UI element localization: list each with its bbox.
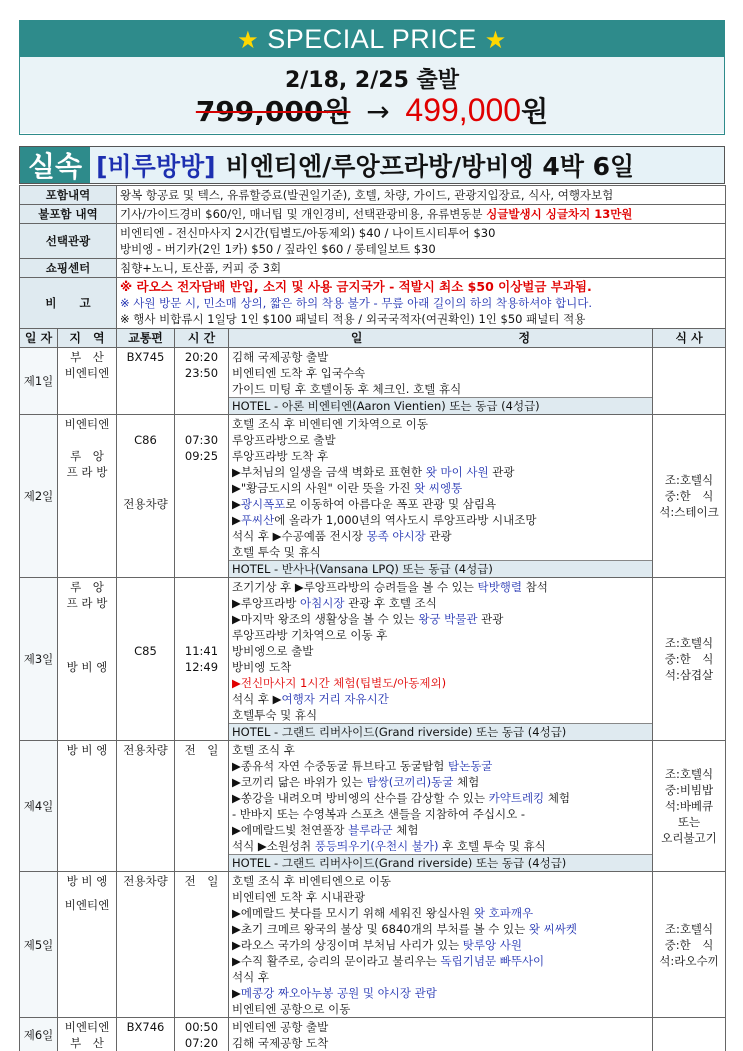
schedule-cell [229, 872, 653, 1018]
time-value: 20:20 [184, 350, 219, 364]
region-name: 비엔티엔 [64, 417, 110, 431]
sight-name: 풍등띄우기(우천시 불가) [314, 839, 439, 853]
region-cell [58, 1018, 117, 1051]
region-cell [58, 348, 117, 415]
schedule-text: 조기기상 후 ▶루앙프라방의 승려들을 볼 수 있는 [232, 580, 478, 594]
includes-label: 포함내역 [20, 186, 117, 205]
schedule-text: 체험 [392, 823, 419, 837]
time-value: 11:41 [184, 644, 219, 658]
meal-cell [653, 348, 726, 415]
schedule-text: ▶부처님의 일생을 금색 벽화로 표현한 [232, 465, 426, 479]
col-transport: 교통편 [117, 329, 175, 348]
remark-line: ※ 라오스 전자담배 반입, 소지 및 사용 금지국가 - 적발시 최소 $50 이상벌금 부과됨. [120, 279, 592, 294]
day-row [20, 348, 726, 415]
special-price-title: SPECIAL PRICE [267, 24, 477, 54]
schedule-line [232, 905, 649, 921]
meal-line: 조:호텔식 [664, 473, 714, 487]
time-cell [175, 348, 229, 415]
schedule-text: 참석 [521, 580, 548, 594]
schedule-line: 방비엥으로 출발 [232, 644, 314, 658]
region-name: 방 비 엥 [66, 660, 108, 674]
schedule-line: 방비엥 도착 [232, 660, 292, 674]
sight-name: 여행자 거리 자유시간 [281, 692, 389, 706]
schedule-cell [229, 1018, 653, 1051]
schedule-line [232, 464, 649, 480]
excludes-row [20, 205, 726, 224]
schedule-text: ▶쏭강을 내려오며 방비엥의 산수를 감상할 수 있는 [232, 791, 489, 805]
time-value: 12:49 [184, 660, 219, 674]
special-price-header [20, 21, 724, 57]
transport-cell [117, 415, 175, 578]
meal-cell [653, 415, 726, 578]
schedule-line: ▶전신마사지 1시간 체험(팁별도/아동제외) [232, 676, 447, 690]
schedule-text: 관광 [425, 529, 452, 543]
schedule-line [232, 595, 649, 611]
schedule-line [232, 822, 649, 838]
schedule-line [232, 758, 649, 774]
sight-name: 탐쌍(코끼리)동굴 [366, 775, 454, 789]
schedule-text: ▶ [232, 497, 241, 511]
column-header-row [20, 329, 726, 348]
meal-cell [653, 872, 726, 1018]
schedule-line: - 반바지 또는 수영복과 스포츠 샌들을 지참하여 주십시오 - [232, 807, 526, 821]
sight-name: 탁밧행렬 [477, 580, 522, 594]
schedule-cell [229, 741, 653, 872]
col-meal: 식 사 [653, 329, 726, 348]
schedule-line [232, 528, 649, 544]
region-name: 비엔티엔 [64, 898, 110, 912]
sight-name: 광시폭포 [240, 497, 286, 511]
meal-line: 오리불고기 [661, 831, 717, 845]
region-cell [58, 578, 117, 741]
region-name: 루 앙 [70, 449, 104, 463]
sight-name: 푸씨산 [240, 513, 275, 527]
day-row [20, 578, 726, 741]
region-cell [58, 872, 117, 1018]
schedule-line: 김해 국제공항 도착 [232, 1036, 329, 1050]
excludes-text: 기사/가이드경비 $60/인, 매너팁 및 개인경비, 선택관광비용, 유류변동분 [120, 207, 487, 221]
schedule-text: 후 호텔 투숙 및 휴식 [438, 839, 546, 853]
schedule-line [232, 953, 649, 969]
region-cell [58, 415, 117, 578]
schedule-text: ▶마지막 왕조의 생활상을 볼 수 있는 [232, 612, 419, 626]
region-name: 방 비 엥 [66, 874, 108, 888]
schedule-line [232, 579, 649, 595]
schedule-text: 관광 [477, 612, 504, 626]
remark-line: ※ 사원 방문 시, 민소매 상의, 짧은 하의 착용 불가 - 무릎 아래 길이의 하의 착용하셔야 합니다. [120, 296, 593, 310]
transport-value: C85 [134, 644, 157, 658]
day-row [20, 415, 726, 578]
sight-name: 왓 마이 사원 [425, 465, 489, 479]
schedule-text: ▶루앙프라방 [232, 596, 301, 610]
schedule-text: 관광 후 호텔 조식 [344, 596, 437, 610]
transport-cell: BX746 [117, 1018, 175, 1051]
col-day: 일 자 [20, 329, 58, 348]
price-line [20, 93, 724, 129]
schedule-line: 호텔투숙 및 휴식 [232, 708, 318, 722]
schedule-text: ▶코끼리 닮은 바위가 있는 [232, 775, 367, 789]
schedule-text: 체험 [544, 791, 571, 805]
hotel-line: HOTEL - 반사나(Vansana LPQ) 또는 동급 (4성급) [229, 560, 652, 577]
transport-cell: BX745 [117, 348, 175, 415]
remarks-row [20, 278, 726, 329]
remarks-value [117, 278, 726, 329]
region-name: 비엔티엔 [64, 366, 110, 380]
day-label: 제2일 [20, 415, 58, 578]
col-time: 시 간 [175, 329, 229, 348]
optional-tour-row [20, 224, 726, 259]
schedule-text: 체험 [453, 775, 480, 789]
star-icon: ★ [484, 27, 507, 54]
schedule-text: ▶종유석 자연 수중동굴 튜브타고 동굴탐험 [232, 759, 448, 773]
schedule-text: 석식 후 ▶ [232, 692, 282, 706]
schedule-cell [229, 348, 653, 415]
schedule-line [232, 496, 649, 512]
schedule-text: ▶"황금도시의 사원" 이란 뜻을 가진 [232, 481, 415, 495]
shopping-label: 쇼핑센터 [20, 259, 117, 278]
remarks-label: 비 고 [20, 278, 117, 329]
schedule-line [232, 985, 649, 1001]
schedule-line: 비엔티엔 공항으로 이동 [232, 1002, 351, 1016]
sight-name: 몽족 야시장 [366, 529, 426, 543]
day-row [20, 872, 726, 1018]
single-charge-note: 싱글발생시 싱글차지 13만원 [486, 207, 633, 221]
meal-line: 중:한 식 [664, 489, 714, 503]
product-tag: 실속 [20, 147, 90, 183]
schedule-cell [229, 415, 653, 578]
day-label: 제5일 [20, 872, 58, 1018]
sight-name: 왓 씨엥통 [414, 481, 463, 495]
schedule-text: ▶ [232, 513, 241, 527]
col-region: 지 역 [58, 329, 117, 348]
schedule-text: 석식 ▶소원성취 [232, 839, 315, 853]
schedule-text: 에 올라가 1,000년의 역사도시 루앙프라방 시내조망 [274, 513, 537, 527]
meal-line: 석:바베큐 [664, 799, 714, 813]
region-name: 프 라 방 [66, 465, 108, 479]
schedule-line: 루앙프라방 도착 후 [232, 449, 329, 463]
schedule-line: 가이드 미팅 후 호텔이동 후 체크인. 호텔 휴식 [232, 382, 462, 396]
time-value: 23:50 [184, 366, 219, 380]
sight-name: 왓 씨싸켓 [528, 922, 577, 936]
schedule-line: 호텔 투숙 및 휴식 [232, 545, 321, 559]
meal-cell [653, 741, 726, 872]
includes-row [20, 186, 726, 205]
shopping-row [20, 259, 726, 278]
schedule-text: ▶초기 크메르 왕국의 불상 및 6840개의 부처를 볼 수 있는 [232, 922, 529, 936]
schedule-line: 호텔 조식 후 [232, 743, 295, 757]
optional-line: 비엔티엔 - 전신마사지 2시간(팁별도/아동제외) $40 / 나이트시티투어 $30 [120, 226, 496, 240]
remark-line: ※ 행사 비합류시 1일당 1인 $100 패널티 적용 / 외국국적자(여권확인) 1인 $50 패널티 적용 [120, 312, 586, 326]
day-label: 제6일 [20, 1018, 58, 1051]
sight-name: 카약트레킹 [488, 791, 545, 805]
sight-name: 왕궁 박물관 [418, 612, 478, 626]
time-value: 07:20 [184, 1036, 219, 1050]
meal-line: 중:한 식 [664, 937, 714, 952]
hotel-line: HOTEL - 그랜드 리버사이드(Grand riverside) 또는 동급 (4성급) [229, 854, 652, 871]
schedule-line [232, 838, 649, 854]
schedule-text: 석식 후 ▶수공예품 전시장 [232, 529, 367, 543]
arrow-icon: → [366, 95, 390, 128]
day-label: 제4일 [20, 741, 58, 872]
schedule-line [232, 480, 649, 496]
region-cell: 방 비 엥 [58, 741, 117, 872]
region-name: 부 산 [70, 350, 104, 364]
optional-value [117, 224, 726, 259]
time-value: 00:50 [184, 1020, 219, 1034]
region-name: 프 라 방 [66, 596, 108, 610]
schedule-line: 비엔티엔 도착 후 시내관광 [232, 890, 366, 904]
transport-cell: 전용차량 [117, 741, 175, 872]
schedule-line [232, 691, 649, 707]
hotel-line: HOTEL - 그랜드 리버사이드(Grand riverside) 또는 동급 (4성급) [229, 723, 652, 740]
schedule-line [232, 921, 649, 937]
schedule-text: ▶ [232, 986, 241, 1000]
schedule-line: 루앙프라방 기차역으로 이동 후 [232, 628, 388, 642]
region-name: 부 산 [70, 1036, 104, 1050]
star-icon: ★ [237, 27, 260, 54]
excludes-label: 불포함 내역 [20, 205, 117, 224]
region-name: 비엔티엔 [64, 1020, 110, 1034]
product-title-bar [19, 146, 725, 184]
old-price: 799,000원 [195, 95, 351, 128]
time-cell [175, 415, 229, 578]
day-label: 제3일 [20, 578, 58, 741]
meal-cell [653, 1018, 726, 1051]
meal-line: 중:한 식 [664, 652, 714, 666]
meal-cell [653, 578, 726, 741]
meal-line: 또는 [677, 815, 701, 829]
sight-name: 왓 호파깨우 [473, 906, 534, 920]
sight-name: 메콩강 짜오아누봉 공원 및 야시장 관람 [240, 986, 437, 1000]
schedule-cell [229, 578, 653, 741]
schedule-line: 김해 국제공항 출발 [232, 350, 329, 364]
departure-dates: 2/18, 2/25 출발 [284, 68, 460, 93]
sight-name: 탐논동굴 [447, 759, 493, 773]
product-title: 비엔티엔/루앙프라방/방비엥 4박 6일 [225, 152, 635, 181]
schedule-line: 루앙프라방으로 출발 [232, 433, 336, 447]
meal-line: 조:호텔식 [664, 636, 714, 650]
meal-line: 석:스테이크 [659, 505, 719, 519]
includes-value: 왕복 항공료 및 텍스, 유류할증료(발권일기준), 호텔, 차량, 가이드, 관광지입장료, 식사, 여행자보험 [117, 186, 726, 205]
meal-line: 중:비빔밥 [664, 783, 714, 797]
special-price-box [19, 20, 725, 135]
sight-name: 아침시장 [300, 596, 345, 610]
schedule-text: ▶에메랄드빛 천연풀장 [232, 823, 349, 837]
transport-value: C86 [134, 433, 157, 447]
hotel-line: HOTEL - 아론 비엔티엔(Aaron Vientien) 또는 동급 (4성급) [229, 397, 652, 414]
schedule-text: ▶수직 활주로, 승리의 문이라고 불리우는 [232, 954, 441, 968]
schedule-line: 비엔티엔 도착 후 입국수속 [232, 366, 366, 380]
schedule-line [232, 937, 649, 953]
schedule-line [232, 611, 649, 627]
schedule-line: 석식 후 [232, 970, 269, 984]
new-price-unit: 원 [521, 95, 549, 128]
product-brand: [비루방방] [96, 152, 216, 181]
special-price-body [20, 57, 724, 133]
schedule-text: ▶라오스 국가의 상징이며 부처님 사리가 있는 [232, 938, 463, 952]
meal-line: 석:삼겹살 [664, 668, 714, 682]
schedule-text: 로 이동하여 아름다운 폭포 관광 및 삼림욕 [285, 497, 497, 511]
schedule-line [232, 774, 649, 790]
time-value: 09:25 [184, 449, 219, 463]
time-value: 07:30 [184, 433, 219, 447]
day-row [20, 1018, 726, 1051]
time-cell: 전 일 [175, 741, 229, 872]
meal-line: 조:호텔식 [664, 767, 714, 781]
time-cell [175, 1018, 229, 1051]
day-label: 제1일 [20, 348, 58, 415]
time-cell [175, 578, 229, 741]
transport-cell: 전용차량 [117, 872, 175, 1018]
meal-line: 석:라오수끼 [659, 953, 719, 968]
sight-name: 독립기념문 빠뚜사이 [440, 954, 545, 968]
itinerary-table [19, 185, 726, 1051]
day-row [20, 741, 726, 872]
sight-name: 탓루앙 사원 [462, 938, 522, 952]
meal-line: 조:호텔식 [664, 921, 714, 936]
schedule-line: 호텔 조식 후 비엔티엔으로 이동 [232, 874, 392, 888]
schedule-line [232, 790, 649, 806]
new-price: 499,000 [405, 92, 522, 128]
transport-value: 전용차량 [123, 497, 168, 511]
schedule-line: 비엔티엔 공항 출발 [232, 1020, 329, 1034]
region-name: 루 앙 [70, 580, 104, 594]
col-schedule: 일 정 [229, 329, 653, 348]
schedule-text: 관광 [488, 465, 515, 479]
optional-line: 방비엥 - 버기카(2인 1카) $50 / 짚라인 $60 / 롱테일보트 $30 [120, 242, 436, 256]
schedule-line [232, 512, 649, 528]
transport-cell [117, 578, 175, 741]
excludes-value [117, 205, 726, 224]
schedule-text: ▶에메랄드 붓다를 모시기 위해 세워진 왕실사원 [232, 906, 474, 920]
time-cell: 전 일 [175, 872, 229, 1018]
schedule-line: 호텔 조식 후 비엔티엔 기차역으로 이동 [232, 417, 429, 431]
shopping-value: 침향+노니, 토산품, 커피 중 3회 [117, 259, 726, 278]
optional-label: 선택관광 [20, 224, 117, 259]
sight-name: 블루라군 [348, 823, 393, 837]
